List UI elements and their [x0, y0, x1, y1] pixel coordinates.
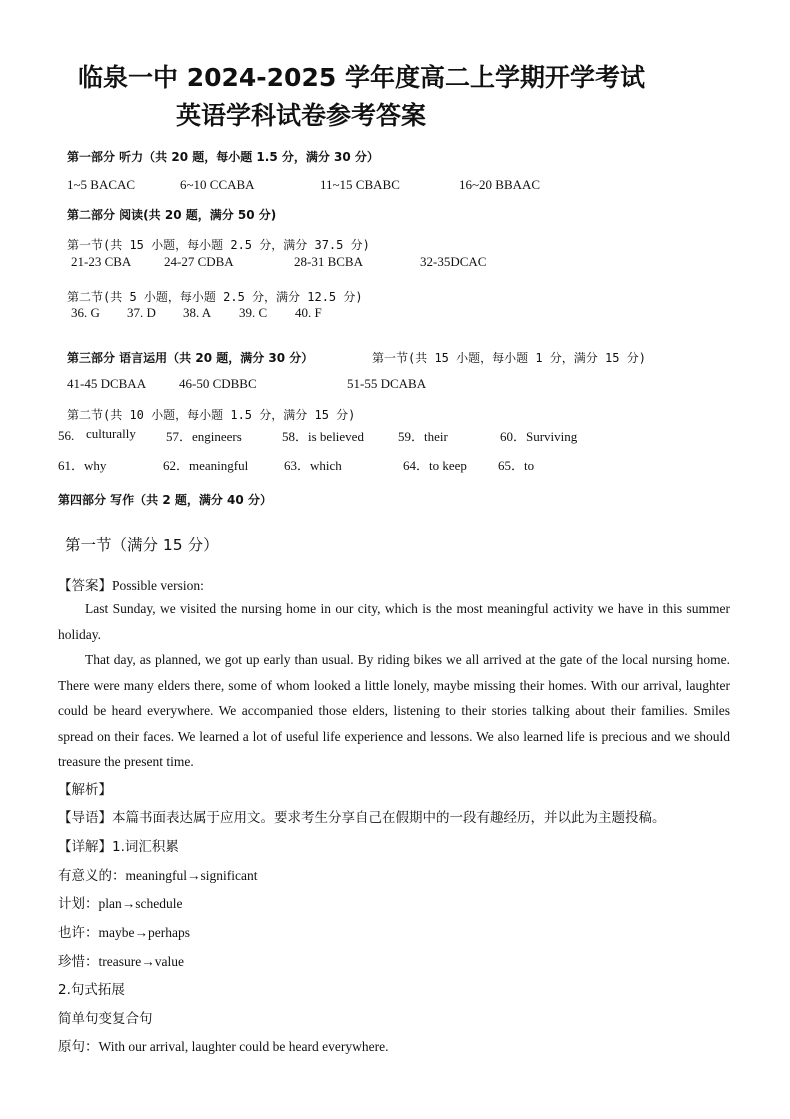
part3-fill-answer: 56.	[58, 428, 75, 443]
detail-heading: 【详解】1.词汇积累	[58, 839, 179, 855]
part4-section1-heading: 第一节（满分 15 分）	[65, 536, 219, 554]
part1-heading: 第一部分 听力（共 20 题，每小题 1.5 分，满分 30 分）	[67, 150, 379, 164]
part2-section2-heading: 第二节(共 5 小题，每小题 2.5 分，满分 12.5 分)	[67, 290, 363, 304]
vocab-item: 也许：maybe→perhaps	[58, 925, 190, 940]
part3-fill-answer: 63．which	[284, 458, 342, 473]
vocab-item: 计划：plan→schedule	[58, 896, 183, 911]
part3-section2-heading: 第二节(共 10 小题，每小题 1.5 分，满分 15 分)	[67, 408, 356, 422]
page-subtitle: 英语学科试卷参考答案	[176, 101, 427, 130]
answer-label: 【答案】Possible version:	[58, 578, 204, 593]
part3-answer: 51-55 DCABA	[347, 376, 427, 391]
part2-section2-answer: 38. A	[183, 305, 212, 320]
part3-heading: 第三部分 语言运用（共 20 题，满分 30 分）	[67, 351, 314, 365]
pattern-heading: 2.句式拓展	[58, 982, 125, 998]
part1-answer: 6~10 CCABA	[180, 177, 255, 192]
part1-answer: 1~5 BACAC	[67, 177, 136, 192]
part2-heading: 第二部分 阅读(共 20 题，满分 50 分)	[67, 208, 277, 222]
part2-section2-answer: 36. G	[71, 305, 100, 320]
part3-answer: 41-45 DCBAA	[67, 376, 147, 391]
part2-section1-answer: 32-35DCAC	[420, 254, 487, 269]
part1-answer: 11~15 CBABC	[320, 177, 400, 192]
part2-section1-answer: 21-23 CBA	[71, 254, 132, 269]
part3-fill-answer: 57．engineers	[166, 429, 242, 444]
part4-heading: 第四部分 写作（共 2 题，满分 40 分）	[58, 493, 272, 507]
part3-fill-answer: 65．to	[498, 458, 535, 473]
part3-fill-answer: 59．their	[398, 429, 448, 444]
essay-paragraph-2: That day, as planned, we got up early than usual. By riding bikes we all arrived at the gate of the local nursing home. There were many elders there, some of whom looked a little lonely, maybe missing their homes. With our arrival, laughter could be heard everywhere. We accompanied those elders, listening to their stories talking about their families. Smiles spread on their faces. We learned a lot of useful life experience and lessons. We also learned life is precious and we should treasure the present time.	[58, 652, 730, 769]
part2-section1-answer: 28-31 BCBA	[294, 254, 363, 269]
part2-section2-answer: 39. C	[239, 305, 268, 320]
analysis-label: 【解析】	[58, 782, 112, 798]
part1-answer: 16~20 BBAAC	[459, 177, 541, 192]
pattern-subheading: 简单句变复合句	[58, 1011, 153, 1027]
guide-text: 【导语】本篇书面表达属于应用文。要求考生分享自己在假期中的一段有趣经历，并以此为主题投稿。	[58, 810, 666, 826]
vocab-item: 珍惜：treasure→value	[58, 954, 184, 969]
essay-paragraph-1: Last Sunday, we visited the nursing home in our city, which is the most meaningful activity we have in this summer holiday.	[58, 601, 730, 642]
original-sentence: 原句：With our arrival, laughter could be heard everywhere.	[58, 1039, 389, 1054]
part3-section1-heading: 第一节(共 15 小题，每小题 1 分，满分 15 分)	[372, 351, 646, 365]
part3-fill-answer: 62．meaningful	[163, 458, 249, 473]
page-title: 临泉一中 2024-2025 学年度高二上学期开学考试	[78, 63, 645, 92]
vocab-item: 有意义的：meaningful→significant	[58, 868, 258, 883]
part2-section1-answer: 24-27 CDBA	[164, 254, 234, 269]
part3-fill-answer: 64．to keep	[403, 458, 467, 473]
part3-fill-answer: culturally	[86, 426, 136, 441]
part3-fill-answer: 61．why	[58, 458, 107, 473]
part2-section2-answer: 40. F	[295, 305, 322, 320]
part3-answer: 46-50 CDBBC	[179, 376, 257, 391]
part2-section2-answer: 37. D	[127, 305, 156, 320]
part3-fill-answer: 60．Surviving	[500, 429, 578, 444]
part2-section1-heading: 第一节(共 15 小题，每小题 2.5 分，满分 37.5 分)	[67, 238, 370, 252]
part3-fill-answer: 58．is believed	[282, 429, 364, 444]
